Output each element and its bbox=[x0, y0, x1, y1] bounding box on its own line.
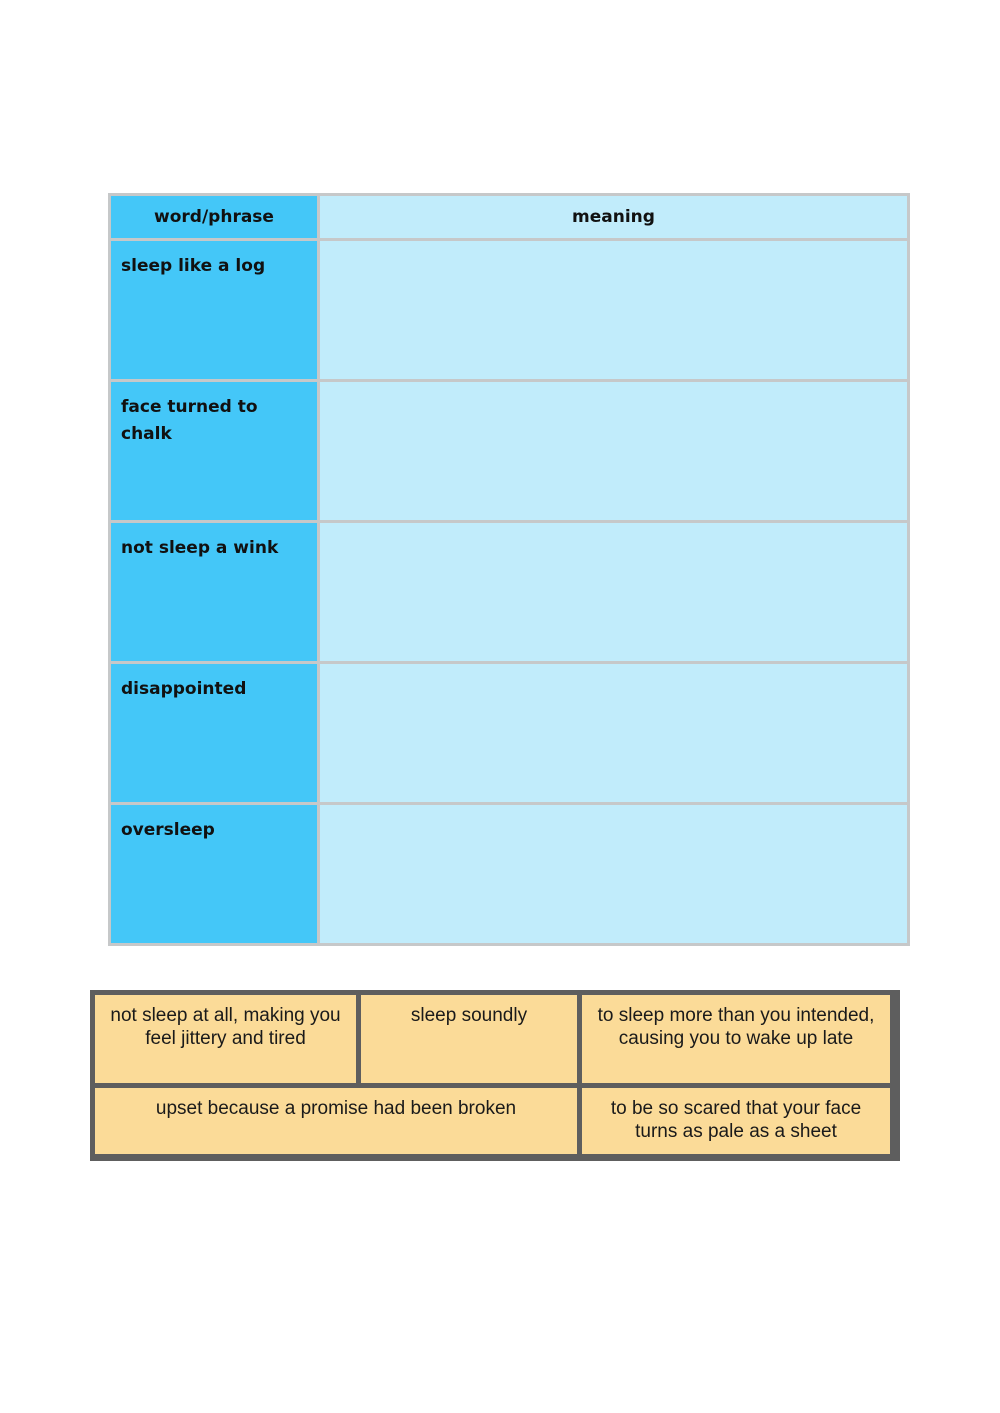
table-header-row bbox=[110, 195, 909, 240]
word-cell bbox=[110, 522, 319, 663]
table-row bbox=[110, 522, 909, 663]
answer-card[interactable]: upset because a promise had been broken bbox=[95, 1088, 577, 1154]
answer-card[interactable]: to be so scared that your face turns as pale as a sheet bbox=[582, 1088, 890, 1154]
table-row bbox=[110, 663, 909, 804]
table-row bbox=[110, 804, 909, 945]
meaning-drop-zone[interactable] bbox=[319, 381, 909, 522]
word-label: sleep like a log bbox=[121, 256, 266, 276]
word-cell bbox=[110, 663, 319, 804]
header-word-phrase: word/phrase bbox=[110, 195, 319, 240]
table-row bbox=[110, 240, 909, 381]
meaning-drop-zone[interactable] bbox=[319, 804, 909, 945]
word-cell bbox=[110, 804, 319, 945]
answer-card[interactable]: not sleep at all, making you feel jittery and tired bbox=[95, 995, 356, 1083]
vocabulary-table bbox=[108, 193, 910, 946]
word-label: face turned to chalk bbox=[121, 397, 258, 444]
word-label: oversleep bbox=[121, 820, 215, 840]
meaning-drop-zone[interactable] bbox=[319, 240, 909, 381]
header-meaning: meaning bbox=[319, 195, 909, 240]
answer-row bbox=[95, 995, 895, 1083]
answer-row bbox=[95, 1088, 895, 1154]
word-label: not sleep a wink bbox=[121, 538, 279, 558]
answer-card[interactable]: sleep soundly bbox=[361, 995, 577, 1083]
word-cell bbox=[110, 240, 319, 381]
table-row bbox=[110, 381, 909, 522]
word-cell bbox=[110, 381, 319, 522]
word-label: disappointed bbox=[121, 679, 247, 699]
answer-bank bbox=[90, 990, 900, 1161]
meaning-drop-zone[interactable] bbox=[319, 522, 909, 663]
meaning-drop-zone[interactable] bbox=[319, 663, 909, 804]
answer-card[interactable]: to sleep more than you intended, causing you to wake up late bbox=[582, 995, 890, 1083]
